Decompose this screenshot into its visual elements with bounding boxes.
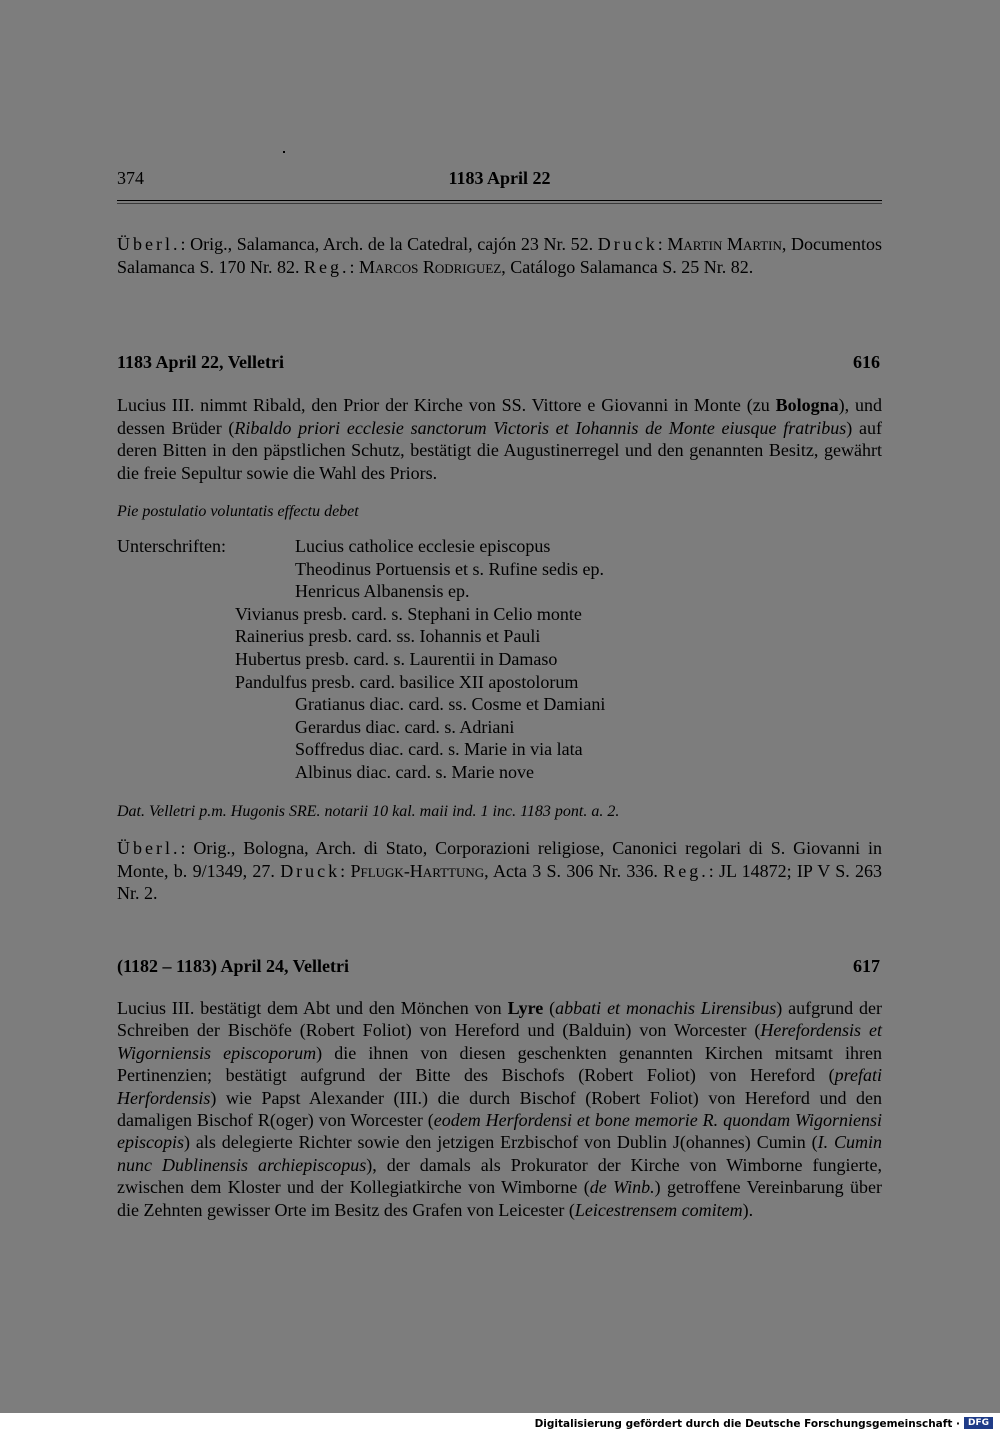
header-rule-shadow bbox=[117, 203, 882, 204]
regest-text: Lucius III. bestätigt dem Abt und den Mönchen von bbox=[117, 998, 508, 1018]
dfg-logo: DFG bbox=[964, 1417, 993, 1429]
signature-line: Soffredus diac. card. s. Marie in via lata bbox=[295, 739, 583, 760]
regest-text: ) die ihnen von diesen geschenkten genannten Kirchen mitsamt ihren Pertinenzien; bestätigt aufgrund der Bitte des Bischofs (Robert Foliot) von Hereford ( bbox=[117, 1042, 882, 1086]
signature-line: Rainerius presb. card. ss. Iohannis et Pauli bbox=[235, 626, 541, 647]
uberl-label: Überl. bbox=[117, 234, 181, 254]
entry-617-regest bbox=[117, 997, 882, 1221]
druck-label: Druck bbox=[280, 860, 341, 881]
page-header bbox=[117, 168, 882, 192]
reg-text: : JL 14872; IP V S. 263 Nr. 2. bbox=[117, 860, 882, 903]
entry-616-date: 1183 April 22, Velletri bbox=[117, 352, 285, 372]
place-name: Bologna bbox=[775, 395, 839, 415]
druck-text: , Acta 3 S. 306 Nr. 336. bbox=[484, 860, 658, 881]
latin-quote: Ribaldo priori ecclesie sanctorum Victoris et Iohannis de Monte eiusque fratribus bbox=[234, 417, 847, 438]
uberl-text: : Orig., Bologna, Arch. di Stato, Corporazioni religiose, Canonici regolari di S. Giovanni in Monte, b. 9/1349, 27. bbox=[117, 838, 882, 881]
druck-author: Pflugk-Harttung bbox=[350, 860, 485, 881]
druck-text: , Documentos Salamanca S. 170 Nr. 82. bbox=[117, 234, 883, 277]
datum-text: Dat. Velletri p.m. Hugonis SRE. notarii 10 kal. maii ind. 1 inc. 1183 pont. a. 2. bbox=[117, 803, 620, 820]
latin-quote: abbati et monachis Lirensibus bbox=[555, 998, 777, 1018]
signature-line: Vivianus presb. card. s. Stephani in Celio monte bbox=[235, 603, 582, 624]
uberl-label: Überl. bbox=[117, 838, 181, 858]
regest-text-1: Lucius III. nimmt Ribald, den Prior der Kirche von SS. Vittore e Giovanni in Monte (zu bbox=[117, 395, 776, 415]
reg-text: , Catálogo Salamanca S. 25 Nr. 82. bbox=[501, 256, 754, 277]
entry-617-heading bbox=[117, 956, 882, 980]
funding-text: Digitalisierung gefördert durch die Deutsche Forschungsgemeinschaft · bbox=[534, 1418, 960, 1430]
entry-617-date: (1182 – 1183) April 24, Velletri bbox=[117, 956, 349, 976]
incipit-text: Pie postulatio voluntatis effectu debet bbox=[117, 503, 359, 520]
entry-617-number: 617 bbox=[853, 956, 880, 976]
signature-line: Pandulfus presb. card. basilice XII apostolorum bbox=[235, 671, 579, 692]
entry-616-tradition: Überl.: Orig., Bologna, Arch. di Stato, Corporazioni religiose, Canonici regolari di S. Giovanni in Monte, b. 9/1349, 27. Druck: Pflugk-Harttung, Acta 3 S. 306 Nr. 336. Reg.: JL 14872; IP V S. 263 Nr. 2. bbox=[117, 838, 882, 903]
regest-text: ( bbox=[543, 998, 556, 1018]
signatures-label: Unterschriften: bbox=[117, 536, 226, 556]
regest-text: ). bbox=[742, 1199, 754, 1220]
header-rule bbox=[117, 200, 882, 201]
latin-quote: Herefordensis et Wigorniensis episcoporum bbox=[117, 1020, 882, 1063]
page-number: 374 bbox=[117, 168, 144, 188]
signature-line: Hubertus presb. card. s. Laurentii in Damaso bbox=[235, 649, 558, 669]
place-name: Lyre bbox=[507, 998, 544, 1018]
signature-line: Gerardus diac. card. s. Adriani bbox=[295, 716, 515, 737]
regest-text-3: ) auf deren Bitten in den päpstlichen Schutz, bestätigt die Augustinerregel und den genannten Besitz, gewährt die freie Sepultur sowie die Wahl des Priors. bbox=[117, 417, 883, 483]
signature-line: Albinus diac. card. s. Marie nove bbox=[295, 762, 534, 782]
entry-616-number: 616 bbox=[853, 352, 880, 372]
druck-label: Druck bbox=[597, 234, 658, 254]
reg-author: Marcos Rodriguez bbox=[359, 256, 502, 277]
latin-quote: prefati Herfordensis bbox=[117, 1065, 882, 1108]
signature-line: Lucius catholice ecclesie episcopus bbox=[295, 536, 551, 556]
signature-line: Henricus Albanensis ep. bbox=[295, 581, 470, 602]
entry-616-heading bbox=[117, 352, 882, 376]
druck-author: Martin Martin bbox=[667, 234, 782, 254]
uberl-text: : Orig., Salamanca, Arch. de la Catedral, cajón 23 Nr. 52. bbox=[180, 234, 594, 254]
regest-text: ), der damals als Prokurator der Kirche von Wimborne fungierte, zwischen dem Kloster und der Kollegiatkirche von Wimborne ( bbox=[117, 1154, 883, 1198]
running-title: 1183 April 22 bbox=[448, 168, 551, 188]
latin-quote: Leicestrensem comitem bbox=[574, 1199, 743, 1220]
speck-mark bbox=[283, 151, 285, 153]
regest-text: ) wie Papst Alexander (III.) die durch Bischof (Robert Foliot) von Hereford und den damaligen Bischof R(oger) von Worcester ( bbox=[117, 1087, 882, 1131]
signature-line: Theodinus Portuensis et s. Rufine sedis ep. bbox=[295, 558, 604, 579]
regest-text-2: ), und dessen Brüder ( bbox=[117, 395, 883, 438]
regest-text: ) als delegierte Richter sowie den jetzigen Erzbischof von Dublin J(ohannes) Cumin ( bbox=[184, 1132, 818, 1153]
signature-line: Gratianus diac. card. ss. Cosme et Damiani bbox=[295, 694, 606, 715]
latin-quote: I. Cumin nunc Dublinensis archiepiscopus bbox=[117, 1132, 883, 1175]
regest-text: ) getroffene Vereinbarung über die Zehnten gewisser Orte im Besitz des Grafen von Leicester ( bbox=[117, 1177, 882, 1220]
entry-616-incipit bbox=[117, 499, 882, 524]
funding-footer bbox=[0, 1413, 1000, 1434]
prev-entry-tradition: Überl.: Orig., Salamanca, Arch. de la Catedral, cajón 23 Nr. 52. Druck: Martin Martin, Documentos Salamanca S. 170 Nr. 82. Reg.: Marcos Rodriguez, Catálogo Salamanca S. 25 Nr. 82. bbox=[117, 234, 883, 277]
entry-616-regest bbox=[117, 394, 882, 484]
regest-text: ) aufgrund der Schreiben der Bischöfe (Robert Foliot) von Hereford und (Balduin) von Worcester ( bbox=[117, 998, 882, 1041]
latin-quote: de Winb. bbox=[589, 1177, 655, 1198]
entry-616-datum bbox=[117, 799, 882, 824]
latin-quote: eodem Herfordensi et bone memorie R. quondam Wigorniensi episcopis bbox=[117, 1110, 883, 1153]
reg-label: Reg. bbox=[303, 256, 350, 277]
reg-label: Reg. bbox=[663, 860, 709, 881]
